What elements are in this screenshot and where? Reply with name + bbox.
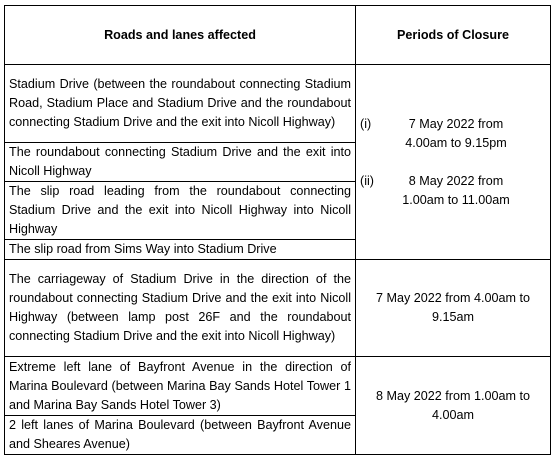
period-item-line: 8 May 2022 from [408,173,504,188]
header-roads: Roads and lanes affected [5,6,356,65]
road-cell: The roundabout connecting Stadium Drive and the exit into Nicoll Highway [5,143,356,182]
period-item [356,172,550,210]
road-cell: 2 left lanes of Marina Boulevard (between Bayfront Avenue and Sheares Avenue) [5,416,356,455]
table-row [5,65,551,143]
period-item-line: 1.00am to 11.00am [402,192,510,207]
period-cell-group-2: 7 May 2022 from 4.00am to 9.15am [356,260,551,357]
header-periods: Periods of Closure [356,6,551,65]
period-item-number: (i) [360,116,372,131]
period-item-text [388,115,550,153]
period-item [356,115,550,153]
table-row [5,260,551,357]
period-item-number: (ii) [360,173,374,188]
road-cell: Stadium Drive (between the roundabout connecting Stadium Road, Stadium Place and Stadium Drive and the roundabout connecting Stadium Drive and the exit into Nicoll Highway) [5,65,356,143]
period-item-line: 7 May 2022 from [408,116,504,131]
period-cell-group-1 [356,65,551,260]
table-header-row [5,6,551,65]
period-cell-group-3: 8 May 2022 from 1.00am to 4.00am [356,357,551,455]
road-cell: The carriageway of Stadium Drive in the direction of the roundabout connecting Stadium Drive and the exit into Nicoll Highway (between lamp post 26F and the roundabout connecting Stadium Drive and the exit into Nicoll Highway) [5,260,356,357]
road-cell: Extreme left lane of Bayfront Avenue in the direction of Marina Boulevard (between Marina Bay Sands Hotel Tower 1 and Marina Bay Sands Hotel Tower 3) [5,357,356,416]
period-item-text [388,172,550,210]
road-cell: The slip road from Sims Way into Stadium Drive [5,240,356,260]
table-row [5,357,551,416]
road-closure-table [4,5,551,455]
road-cell: The slip road leading from the roundabout connecting Stadium Drive and the exit into Nicoll Highway into Nicoll Highway [5,182,356,240]
period-item-line: 4.00am to 9.15pm [405,135,507,150]
